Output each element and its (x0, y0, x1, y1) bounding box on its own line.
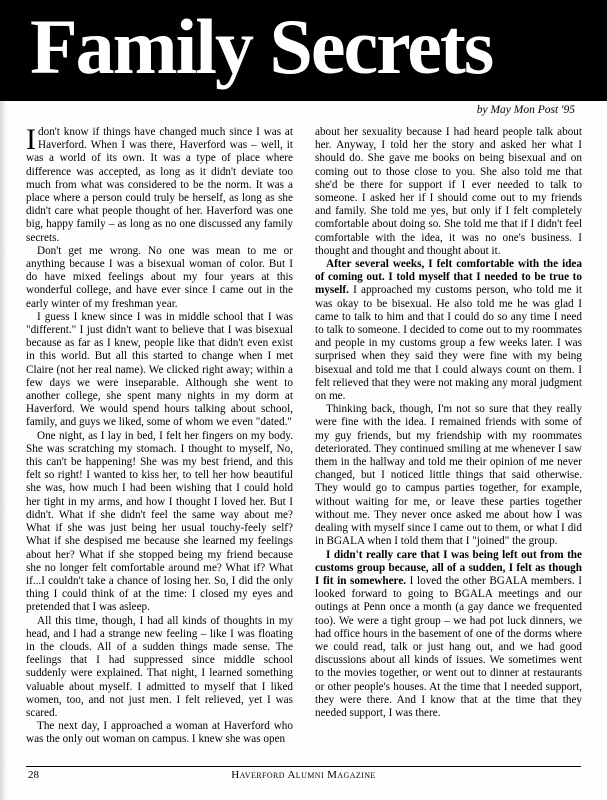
article-body (26, 123, 583, 756)
column-right (315, 126, 582, 756)
column-left (26, 123, 293, 756)
paragraph-10 (315, 549, 582, 721)
paragraph-4: One night, as I lay in bed, I felt her fingers on my body. She was scratching my stomach. I thought to myself, No, this can't be happening! She was my best friend, and this felt so right! I wanted to kiss her, to tell her how beautiful she was, how much I had been wishing that I could hold her tight in my arms, and how I thought I loved her. But I didn't. What if she didn't feel the same way about me? What if she was just being her usual touchy-feely self? What if she despised me because she learned my feelings about her? What if she stopped being my friend because she no longer felt comfortable around me? What if? What if...I couldn't take a chance of losing her. So, I did the only thing I could think of at the time: I closed my eyes and pretended that I was asleep. (26, 429, 293, 614)
page-edge-shadow (0, 0, 7, 800)
drop-cap: I (26, 123, 36, 156)
page-title: Family Secrets (30, 3, 493, 90)
footer-divider (26, 766, 581, 767)
page-footer (0, 766, 607, 786)
article-byline: by May Mon Post '95 (476, 104, 575, 116)
paragraph-1 (26, 123, 293, 245)
page-number: 28 (28, 769, 39, 781)
paragraph-5: All this time, though, I had all kinds of thoughts in my head, and I had a strange new feeling – like I was floating in the clouds. All of a sudden things made sense. The feelings that I had suppressed since middle school suddenly were explained. That night, I learned something valuable about myself. I admitted to myself that I liked women, too, and not just men. I felt relieved, yet I was scared. (26, 614, 293, 719)
publication-name: Haverford Alumni Magazine (231, 769, 376, 781)
paragraph-1-text: don't know if things have changed much since I was at Haverford. When I was there, Haverford was – well, it was a world of its own. It was a type of place where difference was accepted, as long as it didn't deviate too much from what was considered to be the norm. It was a place where a person could truly be herself, as long as she didn't care what people thought of her. Haverford was one big, happy family – as long as no one discussed any family secrets. (26, 126, 293, 244)
paragraph-9: Thinking back, though, I'm not so sure that they really were fine with the idea. I remained friends with some of my guy friends, but my friendship with my roommates deteriorated. They continued smiling at me whenever I saw them in the hallway and told me their opinion of me never changed, but I noticed little things that said otherwise. They would go to campus parties together, for example, without waiting for me, or leave these parties together without me. They never once asked me about how I was dealing with myself since I came out to them, or what I did in BGALA when I told them that I "joined" the group. (315, 403, 582, 548)
paragraph-8-text: I approached my customs person, who told me it was okay to be bisexual. He also told me he was glad I came to talk to him and that I could do so any time I need to talk to someone. I decided to come out to my roommates and people in my customs group a few weeks later. I was surprised when they said they were fine with my being bisexual and told me that I could always count on them. I felt relieved that they were not making any moral judgment on me. (315, 284, 582, 403)
masthead-banner (0, 0, 607, 101)
paragraph-8 (315, 258, 582, 403)
paragraph-6: The next day, I approached a woman at Haverford who was the only out woman on campus. I knew she was open (26, 720, 293, 746)
pull-quote-lead-1: After several weeks, I felt comfortable with the idea of coming out. I told myself that I needed to be true to myself. (315, 258, 582, 297)
paragraph-7: about her sexuality because I had heard people talk about her. Anyway, I told her the story and asked her what I should do. She gave me books on being bisexual and on coming out to those close to you. She also told me that she'd be there for support if I ever needed to talk to someone. I asked her if I should come out to my friends and family. She told me yes, but only if I felt completely comfortable about doing so. She told me that if I didn't feel comfortable with the idea, it was no one's business. I thought and thought and thought about it. (315, 126, 582, 257)
paragraph-10-text: I loved the other BGALA members. I looked forward to going to BGALA meetings and our outings at Penn once a month (a gay dance we frequented too). We were a tight group – we had pot luck dinners, we had office hours in the basement of one of the dorms where we could read, talk or just hang out, and we had good discussions about all kinds of issues. We sometimes went to the movies together, or went out to dinner at restaurants or other people's houses. At the time that I needed support, they were there. And I know that at the time that they needed support, I was there. (315, 574, 582, 719)
paragraph-2: Don't get me wrong. No one was mean to me or anything because I was a bisexual woman of color. But I do have mixed feelings about my four years at this wonderful college, and have ever since I came out in the early winter of my freshman year. (26, 244, 293, 310)
paragraph-3: I guess I knew since I was in middle school that I was "different." I just didn't want to believe that I was bisexual because as far as I knew, people like that didn't even exist in this world. But all this started to change when I met Claire (not her real name). We clicked right away; within a few days we were inseparable. Although she went to another college, she spent many nights in my dorm at Haverford. We would spend hours talking about school, family, and guys we liked, some of whom we even "dated." (26, 310, 293, 429)
pull-quote-lead-2: I didn't really care that I was being left out from the customs group because, all of a sudden, I felt as though I fit in somewhere. (315, 548, 582, 587)
